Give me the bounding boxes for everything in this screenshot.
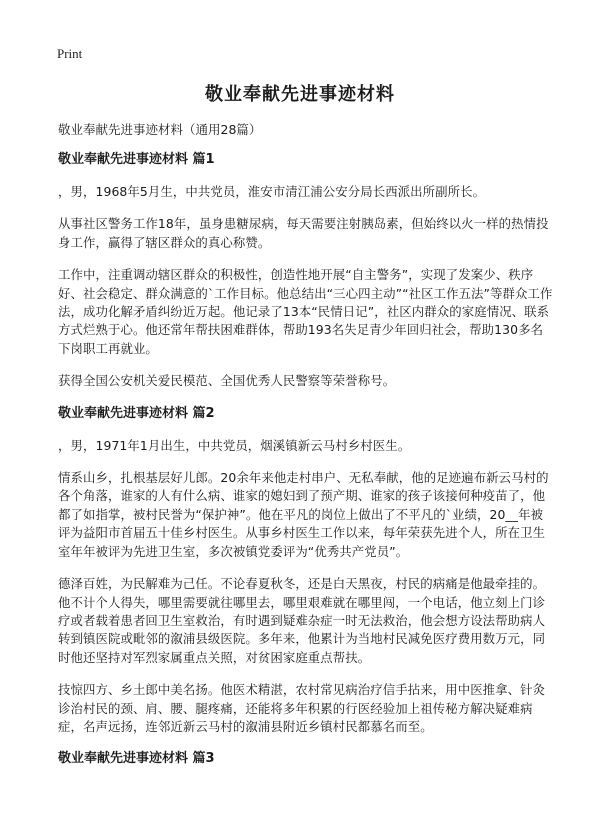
page-title: 敬业奉献先进事迹材料 (205, 84, 395, 105)
section-heading: 敬业奉献先进事迹材料 篇3 (58, 751, 215, 767)
paragraph: 工作中，注重调动辖区群众的积极性，创造性地开展“自主警务”，实现了发案少、秩序好、社会稳定、群众满意的`工作目标。他总结出“三心四主动”“社区工作五法”等群众工作法，成功化解矛盾纠纷近万起。他记录了13本“民情日记”，社区内群众的家庭情况、联系方式烂熟于心。他还常年帮扶困难群体，帮助193名失足青少年回归社会，帮助130多名下岗职工再就业。 (58, 267, 553, 356)
paragraph: ，男，1968年5月生，中共党员，淮安市清江浦公安分局长西派出所副所长。 (58, 184, 486, 199)
paragraph: 德泽百姓，为民解难为己任。不论春夏秋冬，还是白天黑夜，村民的病痛是他最牵挂的。他不计个人得失，哪里需要就往哪里去，哪里艰难就在哪里闯，一个电话，他立刻上门诊疗或者载着患者回卫生室救治，有时遇到疑难杂症一时无法救治，他会想方设法帮助病人转到镇医院或毗邻的溆浦县级医院。多年来，他累计为当地村民减免医疗费用数万元，同时他还坚持对军烈家属重点关照，对贫困家庭重点帮扶。 (58, 576, 546, 665)
print-link[interactable]: Print (57, 46, 83, 61)
paragraph: ，男，1971年1月出生，中共党员，烟溪镇新云马村乡村医生。 (58, 437, 411, 453)
section-heading: 敬业奉献先进事迹材料 篇2 (58, 405, 215, 421)
document-body (58, 151, 554, 782)
section-heading: 敬业奉献先进事迹材料 篇1 (58, 152, 215, 167)
paragraph: 情系山乡，扎根基层好儿郎。20余年来他走村串户、无私奉献，他的足迹遍布新云马村的各个角落，谁家的人有什么病、谁家的媳妇到了预产期、谁家的孩子该接何种疫苗了，他都了如指掌，被村民誉为“保护神”。他在平凡的岗位上做出了不平凡的`业绩，20__年被评为益阳市首届五十佳乡村医生。从事乡村医生工作以来，每年荣获先进个人，所在卫生室年年被评为先进卫生室，多次被镇党委评为“优秀共产党员”。 (58, 470, 549, 559)
paragraph: 技惊四方、乡土郎中美名扬。他医术精湛，农村常见病治疗信手拈来，用中医推拿、针灸诊治村民的颈、肩、腰、腿疼痛，还能将多年积累的行医经验加上祖传秘方解决疑难病症，名声远扬，连邻近新云马村的溆浦县附近乡镇村民都慕名而至。 (58, 682, 546, 734)
paragraph: 从事社区警务工作18年，虽身患糖尿病，每天需要注射胰岛素，但始终以火一样的热情投身工作，赢得了辖区群众的真心称赞。 (58, 216, 549, 250)
document-subtitle: 敬业奉献先进事迹材料（通用28篇） (58, 122, 262, 137)
paragraph: 获得全国公安机关爱民模范、全国优秀人民警察等荣誉称号。 (58, 373, 396, 389)
